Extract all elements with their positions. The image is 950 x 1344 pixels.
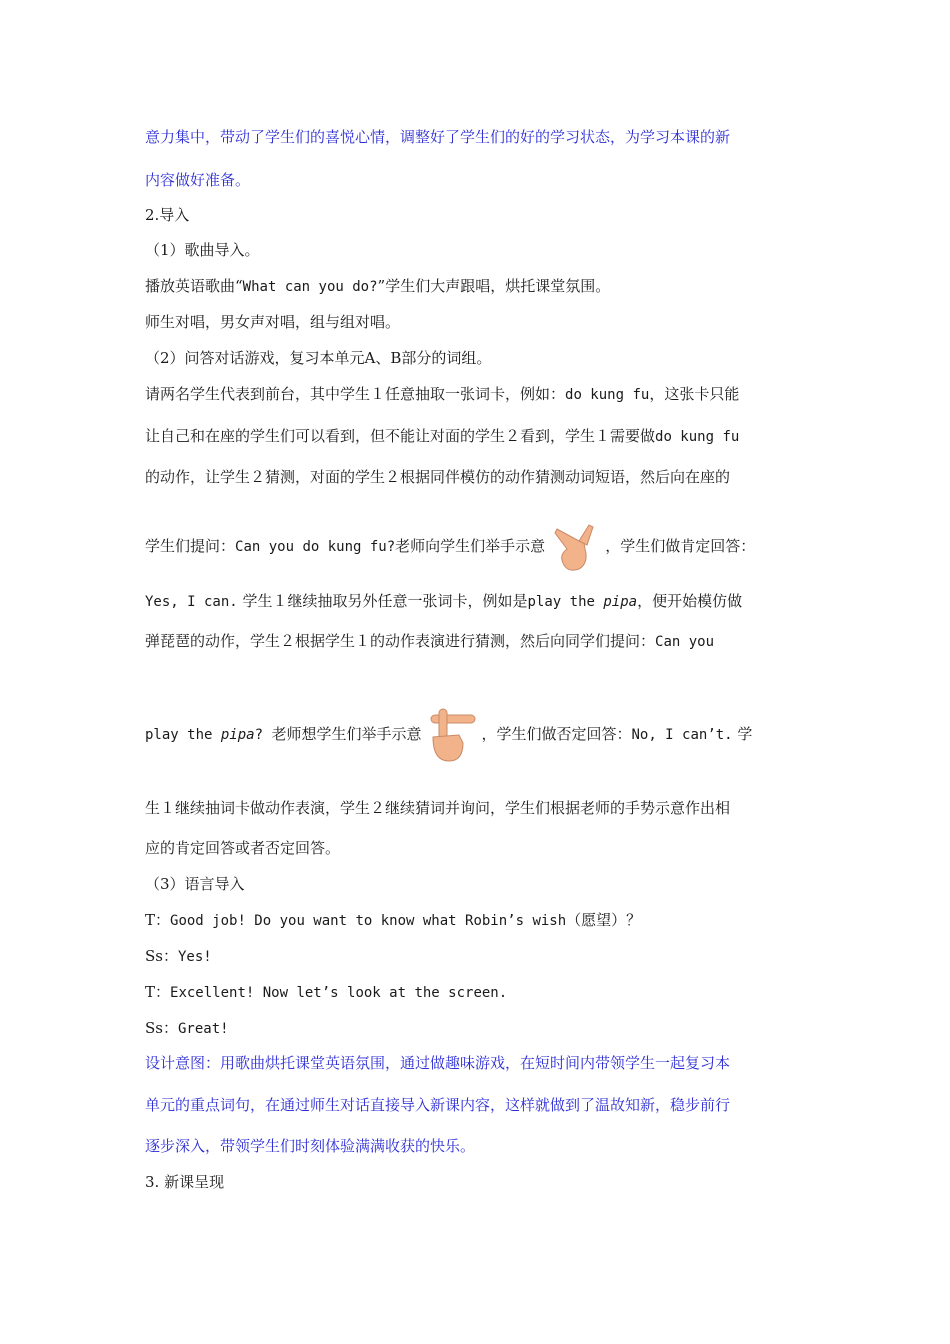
dialogue-line [145,946,212,967]
para-line: 师生对唱，男女声对唱，组与组对唱。 [145,313,401,331]
para-line: 内容做好准备。 [145,171,251,189]
text: 学生们提问： [145,537,236,555]
question: Can you [655,634,715,650]
text: 学 [732,725,753,743]
question: pipa [220,727,255,743]
question: ? [254,727,272,743]
para-line [145,518,755,575]
text: 学生１继续抽取另外任意一张词卡，例如是 [237,592,528,610]
phrase: do kung fu [565,387,650,403]
text: ”学生们大声跟唱，烘托课堂氛围。 [377,277,611,295]
utterance: Great! [177,1021,229,1037]
subsection-title: （1）歌曲导入。 [145,241,260,259]
text: 老师想学生们举手示意 [271,725,422,743]
hand-pointing-icon [549,519,601,575]
para-line: 应的肯定回答或者否定回答。 [145,839,341,857]
phrase: play the [527,594,604,610]
para-line [145,384,739,405]
dialogue-line [145,1018,229,1039]
text: 让自己和在座的学生们可以看到，但不能让对面的学生２看到，学生１需要做 [145,427,656,445]
dialogue-line [145,910,641,931]
text: ，学生们做否定回答： [481,725,632,743]
text: ，便开始模仿做 [637,592,743,610]
section-heading: 2.导入 [145,206,190,224]
speaker: Ss： [145,1019,178,1037]
design-note-line: 逐步深入，带领学生们时刻体验满满收获的快乐。 [145,1137,476,1155]
para-line: 的动作，让学生２猜测，对面的学生２根据同伴模仿的动作猜测动词短语，然后向在座的 [145,468,731,486]
question: play the [145,727,221,743]
subsection-title: （2）问答对话游戏，复习本单元A、B部分的词组。 [145,349,492,367]
hand-cross-icon [425,707,477,763]
question: Can you do kung fu? [235,539,396,555]
design-note-line: 设计意图：用歌曲烘托课堂英语氛围，通过做趣味游戏，在短时间内带领学生一起复习本 [145,1054,731,1072]
phrase: do kung fu [655,429,740,445]
para-line [145,591,742,612]
speaker: T： [145,911,171,929]
para-line [145,631,714,652]
text: ，这张卡只能 [649,385,740,403]
text: ，学生们做肯定回答： [605,537,756,555]
answer: Yes, I can. [145,594,238,610]
text: （愿望）？ [566,911,642,929]
dialogue-line [145,982,507,1003]
para-line: 意力集中，带动了学生们的喜悦心情，调整好了学生们的好的学习状态，为学习本课的新 [145,128,731,146]
speaker: Ss： [145,947,178,965]
utterance: Yes! [177,949,212,965]
text: 老师向学生们举手示意 [395,537,546,555]
phrase: pipa [603,594,638,610]
para-line [145,706,752,763]
para-line [145,426,739,447]
utterance: Excellent! Now let’s look at the screen. [170,985,508,1001]
design-note-line: 单元的重点词句，在通过师生对话直接导入新课内容，这样就做到了温故知新，稳步前行 [145,1096,731,1114]
text: 播放英语歌曲“ [145,277,243,295]
utterance: Good job! Do you want to know what Robin’s wish [170,913,567,929]
text: 请两名学生代表到前台，其中学生１任意抽取一张词卡，例如： [145,385,566,403]
para-line [145,276,610,297]
answer: No, I can’t. [631,727,733,743]
para-line: 生１继续抽词卡做动作表演，学生２继续猜词并询问，学生们根据老师的手势示意作出相 [145,799,731,817]
text: 弹琵琶的动作，学生２根据学生１的动作表演进行猜测，然后向同学们提问： [145,632,656,650]
song-title: What can you do? [242,279,378,295]
section-heading: 3. 新课呈现 [145,1173,225,1191]
subsection-title: （3）语言导入 [145,875,245,893]
speaker: T： [145,983,171,1001]
